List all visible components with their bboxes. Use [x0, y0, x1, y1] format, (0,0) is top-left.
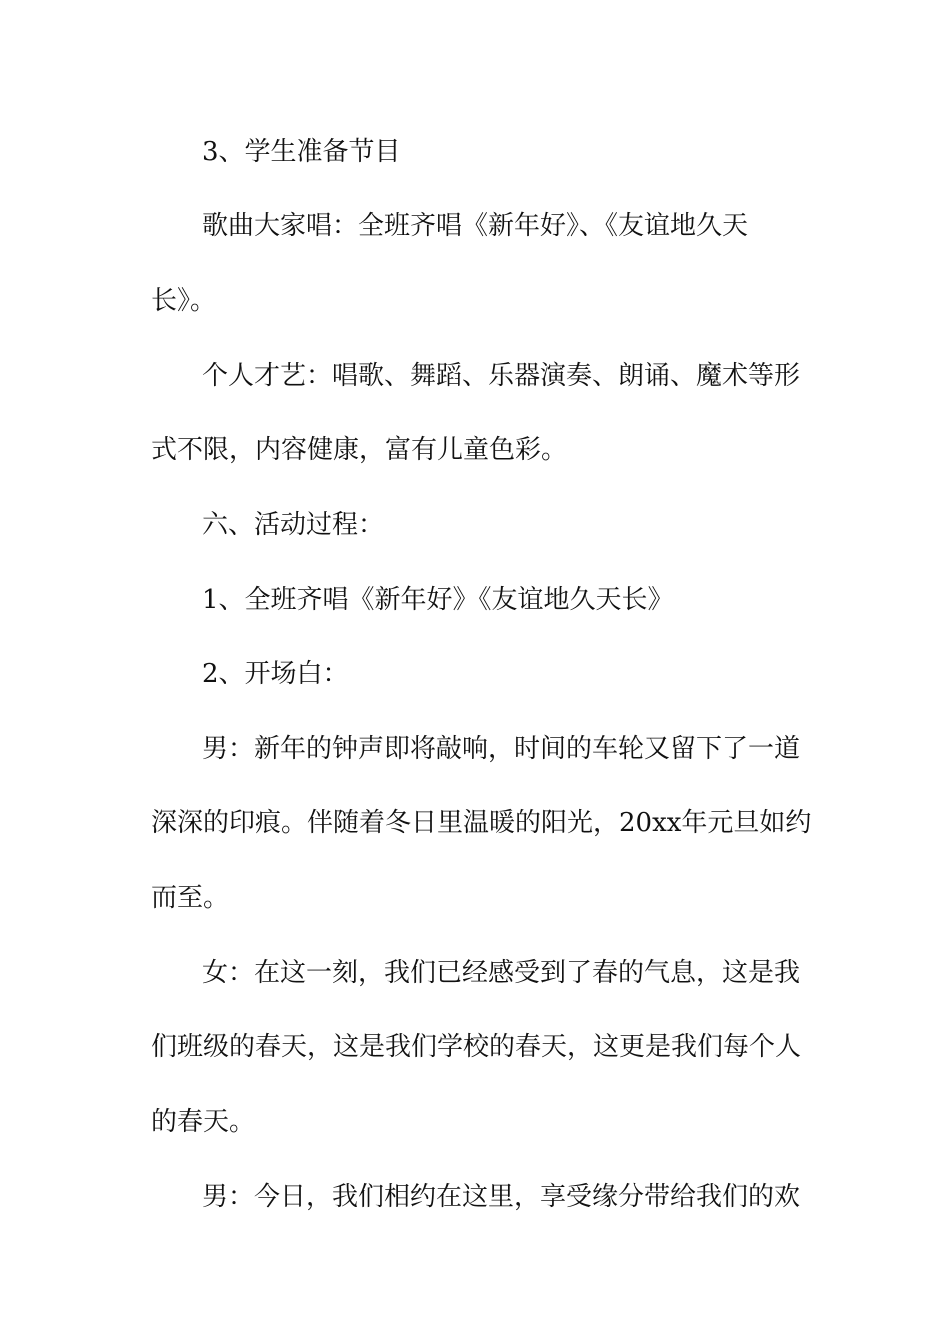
- paragraph-line: 男：今日，我们相约在这里，享受缘分带给我们的欢: [202, 1182, 801, 1212]
- paragraph-line: 男：新年的钟声即将敲响，时间的车轮又留下了一道: [202, 734, 801, 764]
- paragraph-line: 式不限，内容健康，富有儿童色彩。: [151, 435, 568, 465]
- paragraph-line: 深深的印痕。伴随着冬日里温暖的阳光，20xx年元旦如约: [151, 808, 812, 838]
- paragraph-line: 们班级的春天，这是我们学校的春天，这更是我们每个人: [151, 1032, 802, 1062]
- paragraph-line: 2、开场白：: [202, 659, 349, 689]
- paragraph-line: 歌曲大家唱：全班齐唱《新年好》、《友谊地久天: [202, 211, 749, 241]
- section-heading-activity-process: 六、活动过程：: [202, 510, 385, 540]
- paragraph-line: 长》。: [151, 286, 217, 316]
- paragraph-line: 而至。: [151, 883, 230, 913]
- section-heading-student-programs: 3、学生准备节目: [202, 137, 401, 167]
- paragraph-line: 1、全班齐唱《新年好》《友谊地久天长》: [202, 585, 674, 615]
- paragraph-line: 女：在这一刻，我们已经感受到了春的气息，这是我: [202, 958, 801, 988]
- paragraph-line: 的春天。: [151, 1107, 256, 1137]
- paragraph-line: 个人才艺：唱歌、舞蹈、乐器演奏、朗诵、魔术等形: [202, 361, 801, 391]
